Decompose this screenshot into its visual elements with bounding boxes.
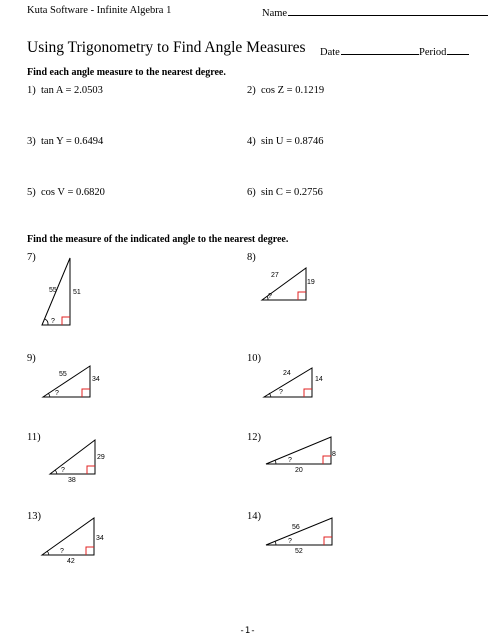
angle-arc [269,393,271,397]
right-angle-marker [324,537,332,545]
side-label: 29 [97,454,105,461]
problem-number: 2) [247,85,256,96]
right-angle-marker [298,292,306,300]
angle-arc [267,296,268,300]
period-blank-line [447,44,469,55]
angle-arc [275,460,276,464]
triangle-11 [50,440,105,484]
problem-text: tan Y = 0.6494 [41,136,104,147]
angle-arc [48,393,50,397]
problem-text: cos Z = 0.1219 [261,85,325,96]
triangle-10-shape [264,368,312,397]
angle-arc [45,319,48,325]
problem-1 [27,85,103,96]
problem-text: tan A = 2.0503 [41,85,103,96]
problem-6 [247,187,323,198]
date-field [320,44,419,58]
section1-instruction: Find each angle measure to the nearest degree. [27,67,226,78]
triangle-9-shape [43,366,90,397]
name-blank-line [288,5,488,16]
unknown-angle-label: ? [51,318,55,325]
period-label: Period [419,47,447,58]
problem-number: 6) [247,187,256,198]
hypotenuse-label: 24 [283,370,291,377]
triangle-13-shape [42,518,94,555]
unknown-angle-label: ? [279,389,283,396]
side-label: 34 [96,535,104,542]
side-label: 51 [73,289,81,296]
unknown-angle-label: ? [288,457,292,464]
base-label: 38 [68,477,76,484]
angle-arc [55,470,57,474]
problem-text: sin C = 0.2756 [261,187,323,198]
problem-5 [27,187,105,198]
triangle-12-shape [266,437,331,464]
section2-instruction: Find the measure of the indicated angle to the nearest degree. [27,234,289,245]
unknown-angle-label: ? [61,467,65,474]
hypotenuse-label: 56 [292,524,300,531]
triangle-9 [43,366,100,397]
page-number: -1- [239,626,256,636]
problem-3 [27,136,103,147]
problem-7-number: 7) [27,252,36,263]
problem-2 [247,85,324,96]
problem-number: 5) [27,187,36,198]
problem-13-number: 13) [27,511,41,522]
triangle-12 [266,437,336,474]
hypotenuse-label: 55 [49,287,57,294]
problem-number: 3) [27,136,36,147]
period-field [419,44,469,58]
triangle-8-shape [262,268,306,300]
triangle-13 [42,518,104,565]
hypotenuse-label: 55 [59,371,67,378]
base-label: 42 [67,558,75,565]
right-angle-marker [62,317,70,325]
problem-9-number: 9) [27,353,36,364]
right-angle-marker [86,547,94,555]
unknown-angle-label: ? [288,538,292,545]
problem-number: 4) [247,136,256,147]
side-label: 14 [315,376,323,383]
problem-14-number: 14) [247,511,261,522]
right-angle-marker [87,466,95,474]
triangle-7-shape [42,258,70,325]
side-label: 8 [332,451,336,458]
name-label: Name [262,8,288,19]
base-label: 52 [295,548,303,555]
problem-12-number: 12) [247,432,261,443]
problem-text: sin U = 0.8746 [261,136,324,147]
worksheet-source: Kuta Software - Infinite Algebra 1 [27,5,172,16]
unknown-angle-label: ? [60,548,64,555]
triangle-14 [266,518,332,555]
hypotenuse-label: 27 [271,272,279,279]
angle-arc [275,541,276,545]
right-angle-marker [82,389,90,397]
right-angle-marker [323,456,331,464]
problem-10-number: 10) [247,353,261,364]
problem-4 [247,136,324,147]
side-label: 34 [92,376,100,383]
side-label: 19 [307,279,315,286]
page-title: Using Trigonometry to Find Angle Measures [27,39,306,56]
triangle-10 [264,368,323,397]
triangle-14-shape [266,518,332,545]
triangle-11-shape [50,440,95,474]
right-angle-marker [304,389,312,397]
problem-8-number: 8) [247,252,256,263]
base-label: 20 [295,467,303,474]
problem-text: cos V = 0.6820 [41,187,105,198]
angle-arc [47,551,49,555]
triangle-8 [262,268,315,300]
date-blank-line [341,44,419,55]
unknown-angle-label: ? [55,390,59,397]
problem-11-number: 11) [27,432,41,443]
date-label: Date [320,47,340,58]
unknown-angle-label: ? [268,293,272,300]
triangle-7 [42,258,81,325]
problem-number: 1) [27,85,36,96]
name-field [262,5,488,19]
